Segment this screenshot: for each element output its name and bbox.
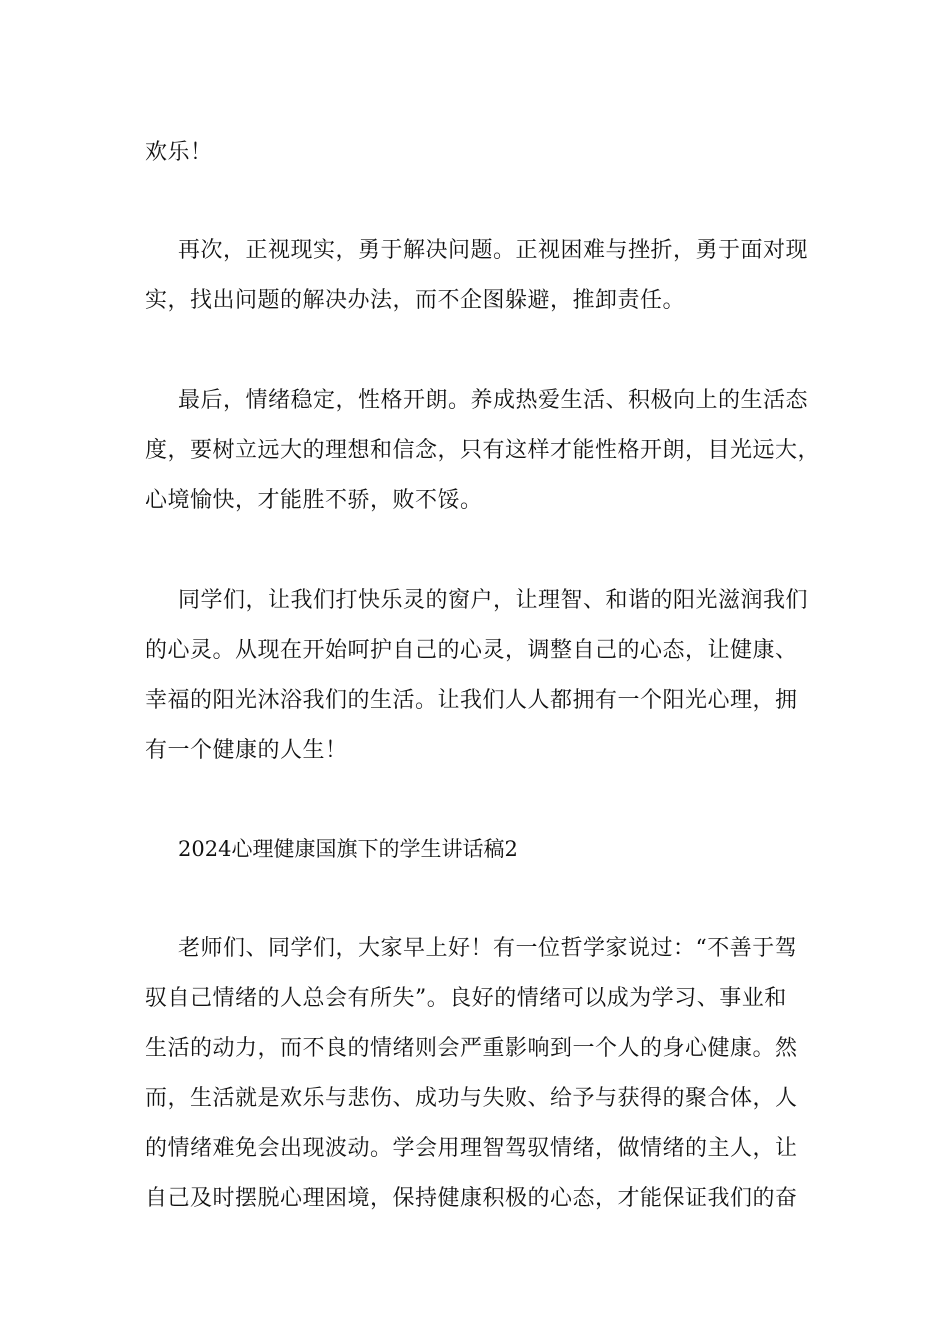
- paragraph-line: 幸福的阳光沐浴我们的生活。让我们人人都拥有一个阳光心理，拥: [145, 688, 798, 713]
- paragraph-line: 再次，正视现实，勇于解决问题。正视困难与挫折，勇于面对现: [178, 238, 809, 263]
- paragraph-line: 有一个健康的人生！: [145, 738, 348, 763]
- section-heading: 2024心理健康国旗下的学生讲话稿2: [178, 837, 518, 861]
- paragraph-line: 的心灵。从现在开始呵护自己的心灵，调整自己的心态，让健康、: [145, 638, 798, 663]
- paragraph-line: 自己及时摆脱心理困境，保持健康积极的心态，才能保证我们的奋: [145, 1186, 798, 1211]
- paragraph-line: 老师们、同学们，大家早上好！有一位哲学家说过：“不善于驾: [178, 936, 798, 961]
- paragraph-line: 同学们，让我们打快乐灵的窗户，让理智、和谐的阳光滋润我们: [178, 588, 809, 613]
- paragraph-line: 心境愉快，才能胜不骄，败不馁。: [145, 488, 483, 513]
- paragraph-line: 实，找出问题的解决办法，而不企图躲避，推卸责任。: [145, 288, 686, 313]
- paragraph-line: 而，生活就是欢乐与悲伤、成功与失败、给予与获得的聚合体，人: [145, 1086, 798, 1111]
- paragraph-line: 生活的动力，而不良的情绪则会严重影响到一个人的身心健康。然: [145, 1036, 798, 1061]
- paragraph-line: 欢乐！: [145, 140, 213, 165]
- paragraph-line: 驭自己情绪的人总会有所失”。良好的情绪可以成为学习、事业和: [145, 986, 787, 1011]
- paragraph-line: 的情绪难免会出现波动。学会用理智驾驭情绪，做情绪的主人，让: [145, 1136, 798, 1161]
- paragraph-line: 最后，情绪稳定，性格开朗。养成热爱生活、积极向上的生活态: [178, 388, 809, 413]
- paragraph-line: 度，要树立远大的理想和信念，只有这样才能性格开朗，目光远大，: [145, 438, 821, 463]
